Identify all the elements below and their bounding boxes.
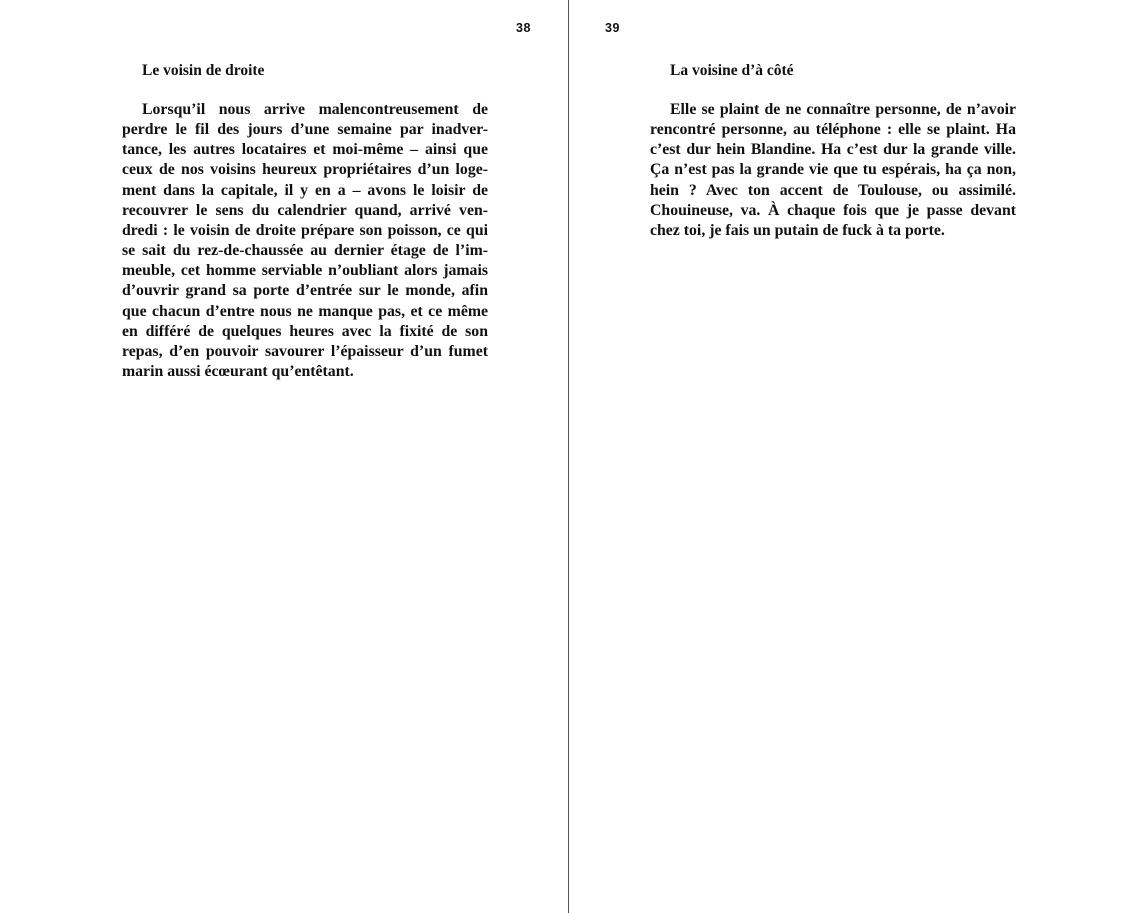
page-number-right: 39: [605, 21, 620, 35]
text-line: ment dans la capitale, il y en a – avons le loisir de: [122, 181, 488, 199]
text-line: se sait du rez-de-chaussée au dernier étage de l’im-: [122, 242, 488, 260]
text-line: c’est dur hein Blandine. Ha c’est dur la grande ville.: [650, 141, 1016, 159]
chapter-title-left: Le voisin de droite: [142, 62, 265, 79]
text-line: repas, d’en pouvoir savourer l’épaisseur d’un fumet: [122, 342, 488, 360]
text-line: Lorsqu’il nous arrive malencontreusement de: [142, 101, 488, 118]
text-line: tance, les autres locataires et moi-même – ainsi que: [122, 141, 488, 159]
text-line: recouvrer le sens du calendrier quand, arrivé ven-: [122, 201, 488, 219]
text-line: ceux de nos voisins heureux propriétaires d’un loge-: [122, 161, 488, 179]
text-line: dredi : le voisin de droite prépare son poisson, ce qui: [122, 221, 488, 239]
text-line: que chacun d’entre nous ne manque pas, et ce même: [122, 302, 488, 320]
left-page: [0, 0, 568, 913]
text-line: perdre le fil des jours d’une semaine par inadver-: [122, 121, 488, 139]
text-line: meuble, cet homme serviable n’oubliant alors jamais: [122, 262, 488, 280]
paragraph-left: [122, 100, 488, 382]
text-line: hein ? Avec ton accent de Toulouse, ou assimilé.: [650, 181, 1016, 199]
text-line: marin aussi écœurant qu’entêtant.: [122, 363, 354, 381]
text-line: en différé de quelques heures avec la fixité de son: [122, 322, 488, 340]
chapter-title-right: La voisine d’à côté: [670, 62, 794, 79]
text-line: Chouineuse, va. À chaque fois que je passe devant: [650, 201, 1016, 219]
text-line: rencontré personne, au téléphone : elle se plaint. Ha: [650, 121, 1016, 139]
text-line: d’ouvrir grand sa porte d’entrée sur le monde, afin: [122, 282, 488, 300]
text-line: chez toi, je fais un putain de fuck à ta porte.: [650, 221, 945, 239]
text-line: Elle se plaint de ne connaître personne, de n’avoir: [670, 101, 1016, 118]
right-page: [569, 0, 1137, 913]
page-number-left: 38: [516, 21, 531, 35]
paragraph-right: [650, 100, 1016, 241]
text-line: Ça n’est pas la grande vie que tu espérais, ha ça non,: [650, 161, 1016, 179]
